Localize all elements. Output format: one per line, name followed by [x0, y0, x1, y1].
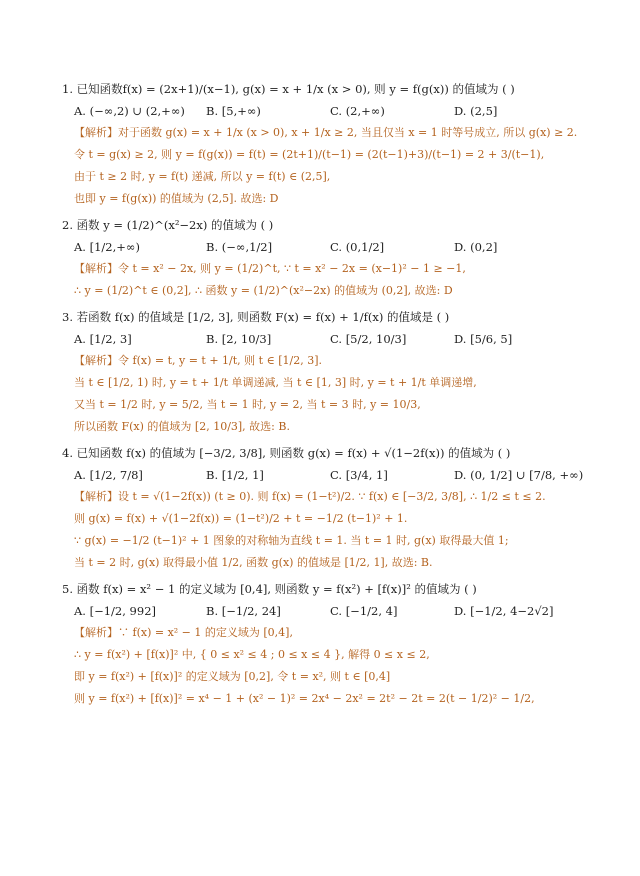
option-c: C. (2,+∞) [330, 104, 385, 118]
option-d: D. (0, 1/2] ∪ [7/8, +∞) [454, 468, 584, 482]
solution-line: 即 y = f(x²) + [f(x)]² 的定义域为 [0,2], 令 t = x², 则 t ∈ [0,4] [74, 670, 391, 683]
option-a: A. [1/2, 3] [74, 332, 132, 346]
solution-line: 当 t = 2 时, g(x) 取得最小值 1/2, 函数 g(x) 的值域是 [1/2, 1], 故选: B. [74, 556, 433, 569]
solution-line: 则 g(x) = f(x) + √(1−2f(x)) = (1−t²)/2 + t = −1/2 (t−1)² + 1. [74, 512, 408, 525]
option-b: B. [1/2, 1] [206, 468, 264, 482]
question-5 [62, 578, 600, 710]
option-c: C. (0,1/2] [330, 240, 385, 254]
solution-line: 【解析】对于函数 g(x) = x + 1/x (x > 0), x + 1/x ≥ 2, 当且仅当 x = 1 时等号成立, 所以 g(x) ≥ 2. [74, 126, 578, 139]
question-1 [62, 78, 600, 210]
option-a: A. [−1/2, 992] [74, 604, 156, 618]
option-c: C. [3/4, 1] [330, 468, 388, 482]
solution-line: 【解析】设 t = √(1−2f(x)) (t ≥ 0). 则 f(x) = (1−t²)/2. ∵ f(x) ∈ [−3/2, 3/8], ∴ 1/2 ≤ t ≤ 2. [74, 490, 546, 503]
option-d: D. [−1/2, 4−2√2] [454, 604, 554, 618]
solution [62, 486, 600, 574]
option-d: D. (0,2] [454, 240, 498, 254]
option-b: B. [2, 10/3] [206, 332, 272, 346]
solution-line: 【解析】令 t = x² − 2x, 则 y = (1/2)^t, ∵ t = x² − 2x = (x−1)² − 1 ≥ −1, [74, 262, 466, 275]
solution-line: 又当 t = 1/2 时, y = 5/2, 当 t = 1 时, y = 2, 当 t = 3 时, y = 10/3, [74, 398, 421, 411]
solution [62, 622, 600, 710]
question-stem: 2. 函数 y = (1/2)^(x²−2x) 的值域为 ( ) [62, 218, 274, 232]
option-b: B. [−1/2, 24] [206, 604, 281, 618]
options-row [74, 236, 600, 258]
question-stem: 4. 已知函数 f(x) 的值域为 [−3/2, 3/8], 则函数 g(x) = f(x) + √(1−2f(x)) 的值域为 ( ) [62, 446, 511, 460]
options-row [74, 328, 600, 350]
solution-line: ∵ g(x) = −1/2 (t−1)² + 1 图象的对称轴为直线 t = 1. 当 t = 1 时, g(x) 取得最大值 1; [74, 534, 509, 547]
option-b: B. [5,+∞) [206, 104, 261, 118]
solution-line: 【解析】∵ f(x) = x² − 1 的定义域为 [0,4], [74, 626, 293, 639]
solution [62, 122, 600, 210]
solution-line: 则 y = f(x²) + [f(x)]² = x⁴ − 1 + (x² − 1)² = 2x⁴ − 2x² = 2t² − 2t = 2(t − 1/2)² − 1/2, [74, 692, 535, 705]
option-d: D. [5/6, 5] [454, 332, 513, 346]
options-row [74, 600, 600, 622]
solution-line: ∴ y = f(x²) + [f(x)]² 中, { 0 ≤ x² ≤ 4 ; 0 ≤ x ≤ 4 }, 解得 0 ≤ x ≤ 2, [74, 648, 430, 661]
question-2 [62, 214, 600, 302]
solution [62, 258, 600, 302]
question-3 [62, 306, 600, 438]
question-stem: 3. 若函数 f(x) 的值域是 [1/2, 3], 则函数 F(x) = f(x) + 1/f(x) 的值域是 ( ) [62, 310, 450, 324]
option-d: D. (2,5] [454, 104, 498, 118]
question-stem: 1. 已知函数f(x) = (2x+1)/(x−1), g(x) = x + 1/x (x > 0), 则 y = f(g(x)) 的值域为 ( ) [62, 82, 515, 96]
solution-line: 也即 y = f(g(x)) 的值域为 (2,5]. 故选: D [74, 192, 279, 205]
solution [62, 350, 600, 438]
options-row [74, 100, 600, 122]
options-row [74, 464, 600, 486]
option-a: A. (−∞,2) ∪ (2,+∞) [74, 104, 185, 118]
option-a: A. [1/2,+∞) [74, 240, 140, 254]
solution-line: 所以函数 F(x) 的值域为 [2, 10/3], 故选: B. [74, 420, 290, 433]
solution-line: ∴ y = (1/2)^t ∈ (0,2], ∴ 函数 y = (1/2)^(x²−2x) 的值域为 (0,2], 故选: D [74, 284, 453, 297]
option-c: C. [−1/2, 4] [330, 604, 398, 618]
option-c: C. [5/2, 10/3] [330, 332, 407, 346]
question-4 [62, 442, 600, 574]
question-stem: 5. 函数 f(x) = x² − 1 的定义域为 [0,4], 则函数 y = f(x²) + [f(x)]² 的值域为 ( ) [62, 582, 477, 596]
solution-line: 令 t = g(x) ≥ 2, 则 y = f(g(x)) = f(t) = (2t+1)/(t−1) = (2(t−1)+3)/(t−1) = 2 + 3/(t−1), [74, 148, 545, 161]
solution-line: 当 t ∈ [1/2, 1) 时, y = t + 1/t 单调递减, 当 t ∈ [1, 3] 时, y = t + 1/t 单调递增, [74, 376, 477, 389]
solution-line: 由于 t ≥ 2 时, y = f(t) 递减, 所以 y = f(t) ∈ (2,5], [74, 170, 331, 183]
option-b: B. (−∞,1/2] [206, 240, 273, 254]
solution-line: 【解析】令 f(x) = t, y = t + 1/t, 则 t ∈ [1/2, 3]. [74, 354, 322, 367]
option-a: A. [1/2, 7/8] [74, 468, 143, 482]
